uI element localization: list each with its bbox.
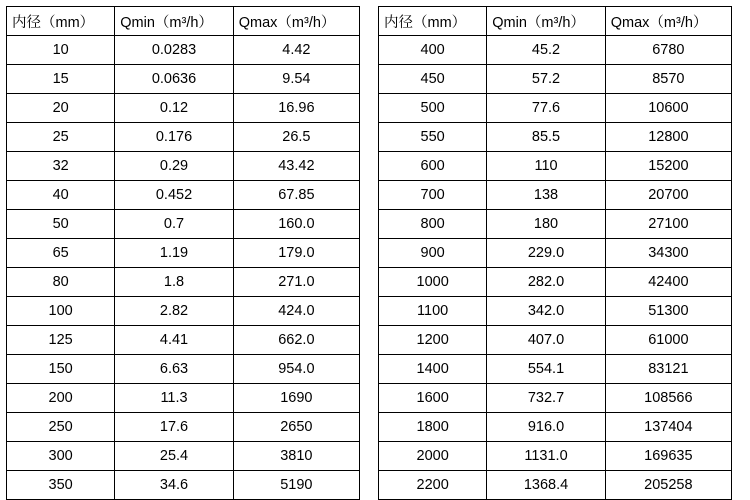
column-header-qmax: Qmax（m³/h）	[605, 7, 731, 36]
cell-qmin: 0.176	[115, 123, 233, 152]
cell-qmax: 34300	[605, 239, 731, 268]
cell-qmin: 554.1	[487, 355, 605, 384]
cell-inner-diameter: 100	[7, 297, 115, 326]
column-header-inner-diameter: 内径（mm）	[379, 7, 487, 36]
cell-qmax: 424.0	[233, 297, 359, 326]
cell-qmin: 0.29	[115, 152, 233, 181]
cell-qmax: 2650	[233, 413, 359, 442]
table-row	[379, 36, 732, 65]
column-header-qmin: Qmin（m³/h）	[115, 7, 233, 36]
cell-qmax: 16.96	[233, 94, 359, 123]
cell-qmin: 17.6	[115, 413, 233, 442]
cell-qmax: 6780	[605, 36, 731, 65]
table-row	[7, 181, 360, 210]
cell-qmax: 12800	[605, 123, 731, 152]
cell-qmax: 1690	[233, 384, 359, 413]
header-row	[7, 7, 360, 36]
table-row	[379, 152, 732, 181]
table-row	[379, 210, 732, 239]
cell-inner-diameter: 1100	[379, 297, 487, 326]
cell-qmin: 4.41	[115, 326, 233, 355]
cell-qmin: 11.3	[115, 384, 233, 413]
cell-qmax: 662.0	[233, 326, 359, 355]
cell-qmin: 916.0	[487, 413, 605, 442]
cell-qmin: 180	[487, 210, 605, 239]
cell-qmin: 1.8	[115, 268, 233, 297]
cell-qmin: 1368.4	[487, 471, 605, 500]
cell-inner-diameter: 1200	[379, 326, 487, 355]
cell-inner-diameter: 1800	[379, 413, 487, 442]
cell-inner-diameter: 10	[7, 36, 115, 65]
cell-qmin: 77.6	[487, 94, 605, 123]
flow-table-small-diameters	[6, 6, 360, 500]
cell-qmin: 0.0636	[115, 65, 233, 94]
cell-qmin: 45.2	[487, 36, 605, 65]
cell-inner-diameter: 550	[379, 123, 487, 152]
cell-inner-diameter: 25	[7, 123, 115, 152]
table-row	[7, 210, 360, 239]
cell-qmax: 169635	[605, 442, 731, 471]
cell-inner-diameter: 20	[7, 94, 115, 123]
cell-inner-diameter: 600	[379, 152, 487, 181]
table-row	[7, 65, 360, 94]
table-row	[7, 442, 360, 471]
header-row	[379, 7, 732, 36]
table-row	[379, 239, 732, 268]
table-row	[7, 384, 360, 413]
cell-inner-diameter: 65	[7, 239, 115, 268]
cell-inner-diameter: 200	[7, 384, 115, 413]
table-row	[379, 471, 732, 500]
cell-qmin: 1131.0	[487, 442, 605, 471]
cell-qmax: 137404	[605, 413, 731, 442]
cell-qmax: 3810	[233, 442, 359, 471]
cell-qmax: 42400	[605, 268, 731, 297]
flow-table-large-diameters-wrap	[378, 6, 732, 500]
cell-qmax: 67.85	[233, 181, 359, 210]
cell-inner-diameter: 900	[379, 239, 487, 268]
table-row	[7, 36, 360, 65]
cell-inner-diameter: 125	[7, 326, 115, 355]
table-row	[379, 355, 732, 384]
cell-qmin: 229.0	[487, 239, 605, 268]
cell-qmin: 282.0	[487, 268, 605, 297]
cell-qmax: 271.0	[233, 268, 359, 297]
cell-qmin: 85.5	[487, 123, 605, 152]
cell-qmax: 179.0	[233, 239, 359, 268]
table-body-left	[7, 36, 360, 500]
table-body-right	[379, 36, 732, 500]
cell-qmin: 34.6	[115, 471, 233, 500]
cell-inner-diameter: 500	[379, 94, 487, 123]
cell-qmax: 27100	[605, 210, 731, 239]
cell-qmin: 0.7	[115, 210, 233, 239]
cell-qmin: 57.2	[487, 65, 605, 94]
cell-inner-diameter: 2000	[379, 442, 487, 471]
cell-inner-diameter: 700	[379, 181, 487, 210]
cell-qmax: 205258	[605, 471, 731, 500]
cell-qmin: 342.0	[487, 297, 605, 326]
cell-inner-diameter: 40	[7, 181, 115, 210]
cell-qmax: 15200	[605, 152, 731, 181]
cell-inner-diameter: 32	[7, 152, 115, 181]
cell-qmin: 110	[487, 152, 605, 181]
column-header-qmin: Qmin（m³/h）	[487, 7, 605, 36]
cell-qmin: 25.4	[115, 442, 233, 471]
cell-qmax: 20700	[605, 181, 731, 210]
cell-qmin: 1.19	[115, 239, 233, 268]
table-row	[7, 268, 360, 297]
cell-inner-diameter: 50	[7, 210, 115, 239]
table-row	[379, 65, 732, 94]
cell-qmax: 9.54	[233, 65, 359, 94]
table-row	[379, 181, 732, 210]
cell-qmax: 10600	[605, 94, 731, 123]
cell-qmax: 4.42	[233, 36, 359, 65]
cell-qmax: 26.5	[233, 123, 359, 152]
cell-inner-diameter: 300	[7, 442, 115, 471]
cell-qmin: 2.82	[115, 297, 233, 326]
cell-qmin: 138	[487, 181, 605, 210]
table-row	[379, 268, 732, 297]
cell-qmax: 160.0	[233, 210, 359, 239]
flow-table-large-diameters	[378, 6, 732, 500]
cell-inner-diameter: 800	[379, 210, 487, 239]
table-row	[7, 239, 360, 268]
cell-qmin: 6.63	[115, 355, 233, 384]
table-row	[379, 94, 732, 123]
cell-qmax: 51300	[605, 297, 731, 326]
cell-qmax: 954.0	[233, 355, 359, 384]
table-row	[7, 471, 360, 500]
table-row	[7, 123, 360, 152]
cell-inner-diameter: 2200	[379, 471, 487, 500]
table-header	[379, 7, 732, 36]
cell-qmax: 108566	[605, 384, 731, 413]
table-row	[7, 152, 360, 181]
column-header-qmax: Qmax（m³/h）	[233, 7, 359, 36]
cell-qmin: 0.0283	[115, 36, 233, 65]
table-row	[7, 326, 360, 355]
column-header-inner-diameter: 内径（mm）	[7, 7, 115, 36]
cell-inner-diameter: 350	[7, 471, 115, 500]
cell-inner-diameter: 150	[7, 355, 115, 384]
cell-inner-diameter: 400	[379, 36, 487, 65]
cell-qmax: 61000	[605, 326, 731, 355]
cell-inner-diameter: 250	[7, 413, 115, 442]
table-row	[379, 384, 732, 413]
cell-inner-diameter: 450	[379, 65, 487, 94]
cell-qmin: 407.0	[487, 326, 605, 355]
table-row	[379, 297, 732, 326]
cell-inner-diameter: 1000	[379, 268, 487, 297]
table-header	[7, 7, 360, 36]
cell-qmin: 732.7	[487, 384, 605, 413]
table-row	[379, 123, 732, 152]
table-row	[379, 442, 732, 471]
cell-qmax: 43.42	[233, 152, 359, 181]
table-row	[379, 413, 732, 442]
table-row	[7, 297, 360, 326]
cell-qmax: 8570	[605, 65, 731, 94]
cell-qmax: 83121	[605, 355, 731, 384]
cell-qmin: 0.452	[115, 181, 233, 210]
cell-inner-diameter: 80	[7, 268, 115, 297]
cell-inner-diameter: 1600	[379, 384, 487, 413]
cell-qmin: 0.12	[115, 94, 233, 123]
table-row	[379, 326, 732, 355]
table-row	[7, 355, 360, 384]
flow-table-small-diameters-wrap	[6, 6, 360, 500]
table-row	[7, 94, 360, 123]
cell-inner-diameter: 1400	[379, 355, 487, 384]
cell-inner-diameter: 15	[7, 65, 115, 94]
cell-qmax: 5190	[233, 471, 359, 500]
table-row	[7, 413, 360, 442]
